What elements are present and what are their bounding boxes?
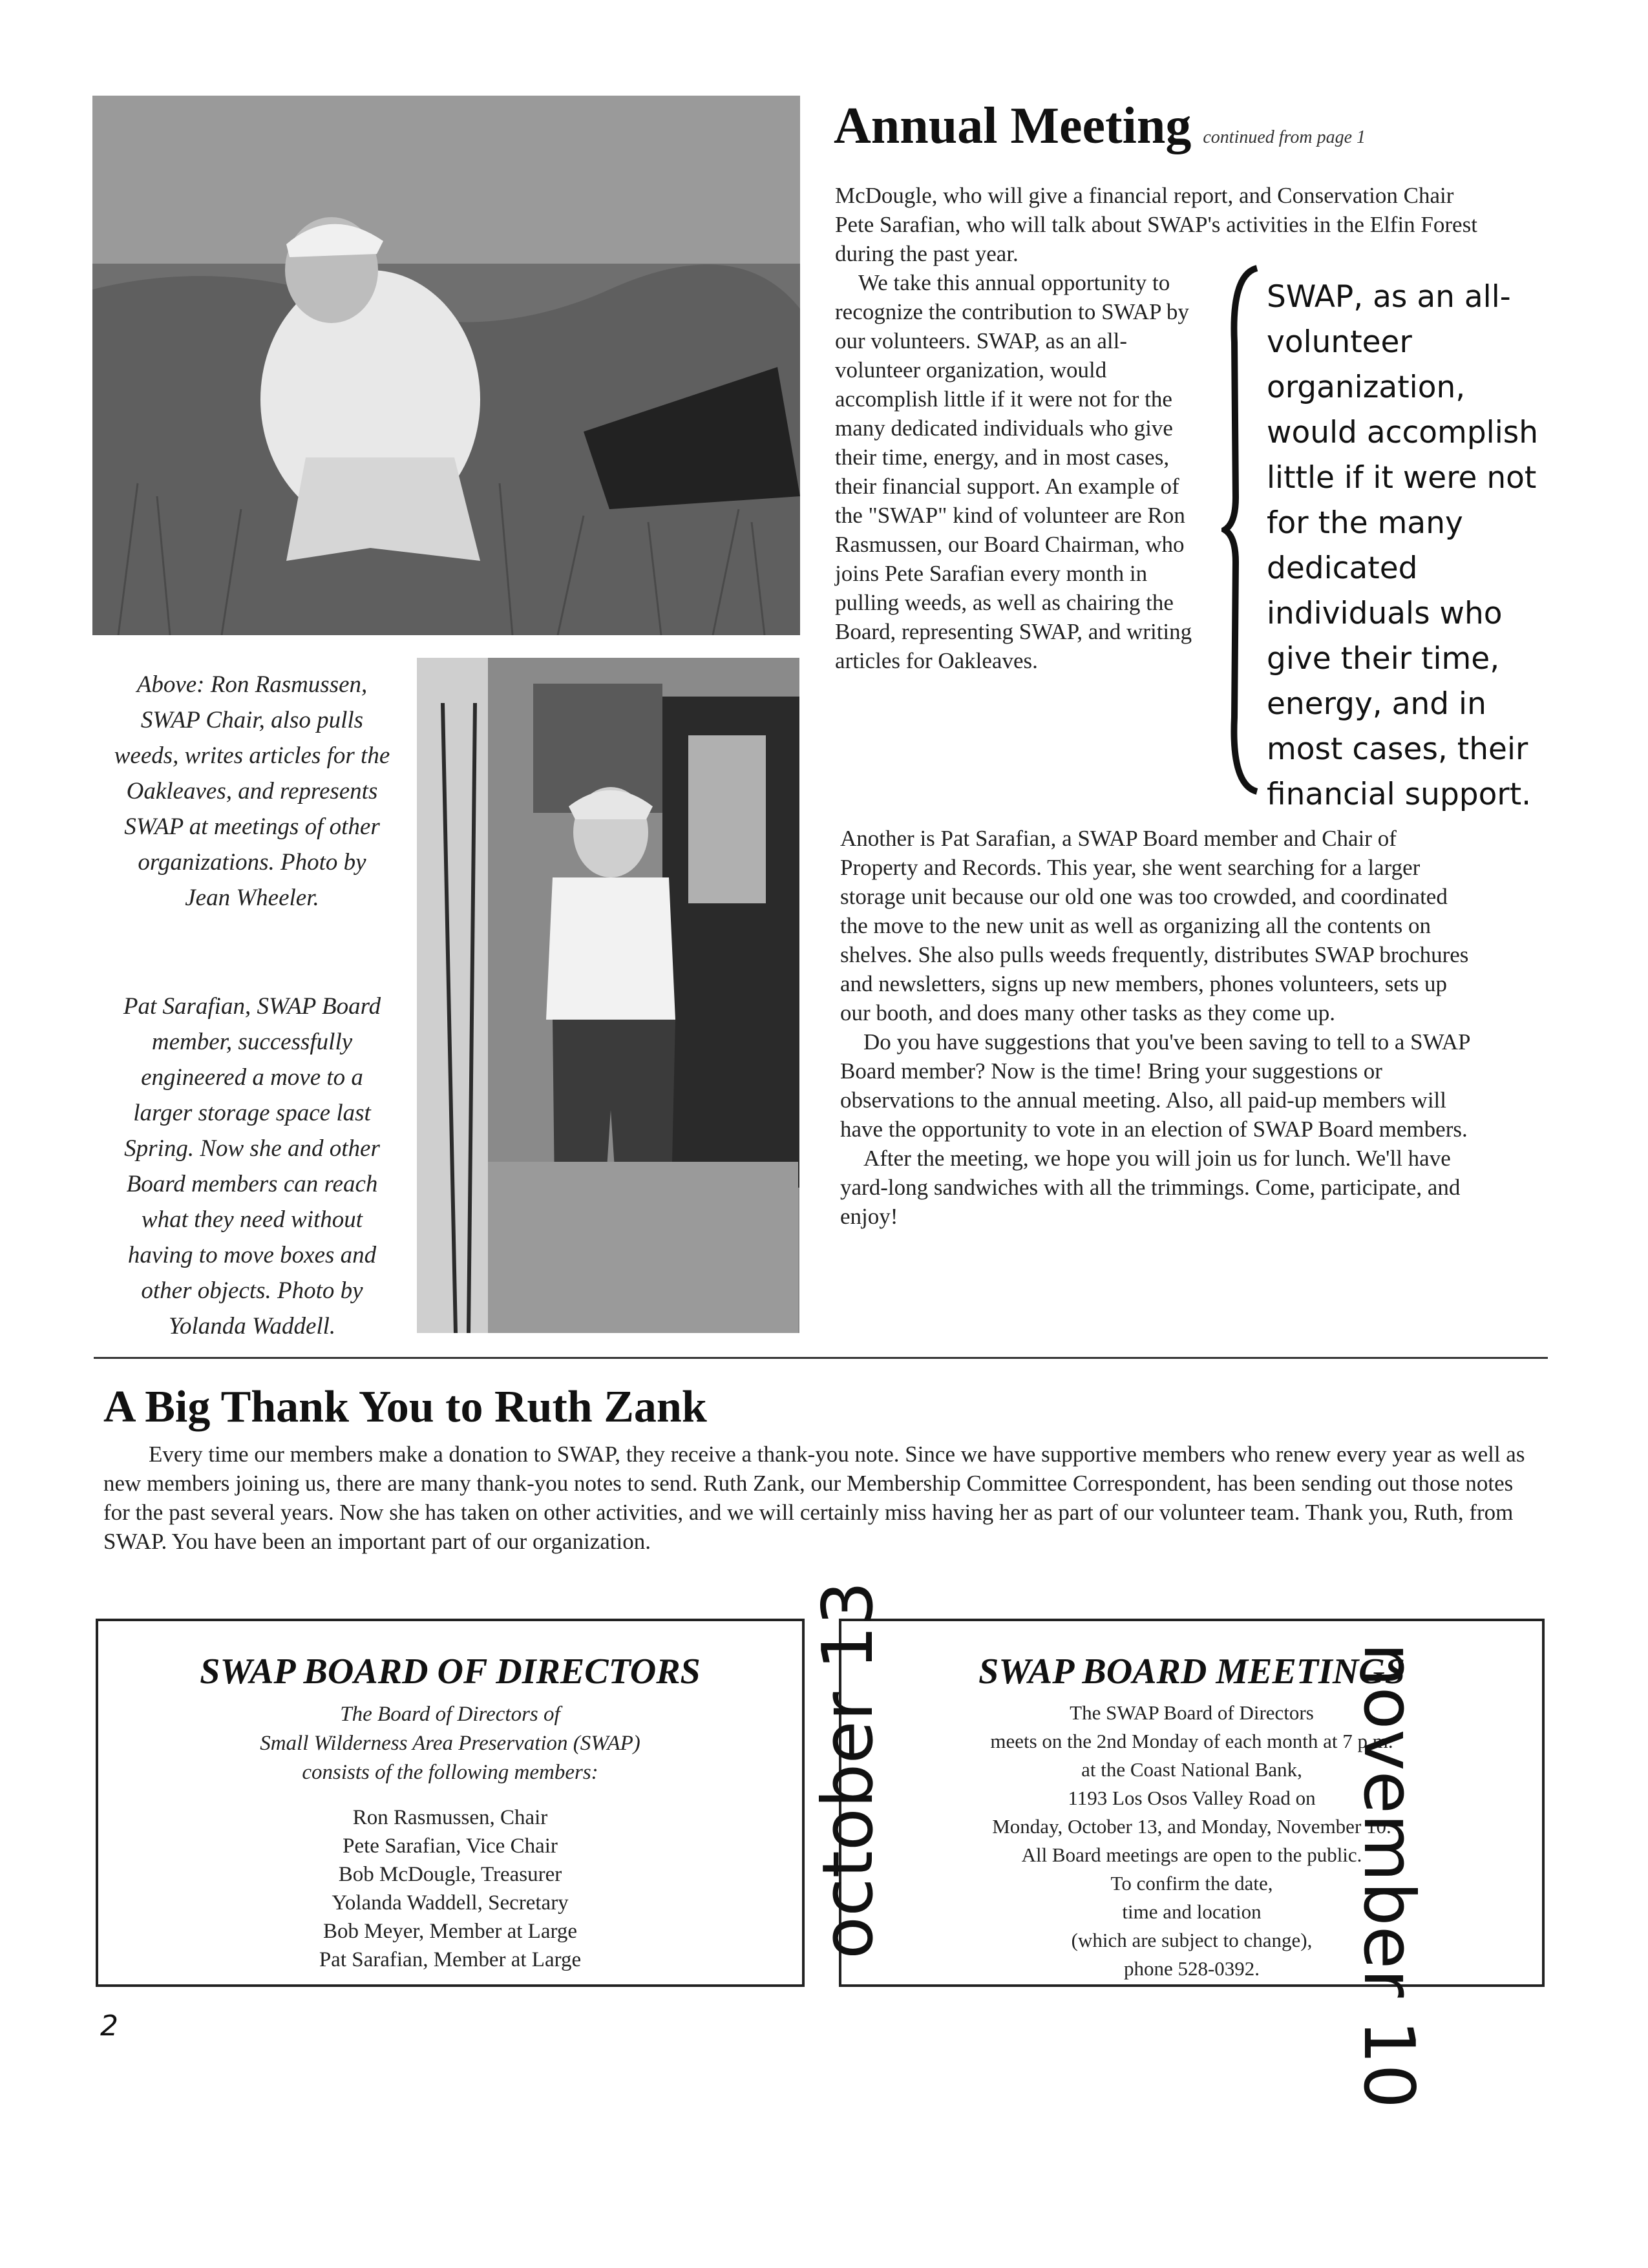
board-member: Pete Sarafian, Vice Chair: [343, 1834, 558, 1858]
meeting-paragraph-top: McDougle, who will give a financial report, and Conservation Chair Pete Sarafian, who will talk about SWAP's activities in the Elfin Forest during the past year.: [835, 183, 1477, 266]
meeting-date-november: november 10: [1348, 1643, 1429, 2109]
caption-photo-1: Above: Ron Rasmussen, SWAP Chair, also pulls weeds, writes articles for the Oakleaves, and represents SWAP at meetings of other organizations. Photo by Jean Wheeler.: [114, 671, 390, 911]
board-members-list: [98, 1803, 802, 1974]
board-directors-intro: [98, 1700, 802, 1787]
pull-quote: SWAP, as an all-volunteer organization, would accomplish little if it were not for the many dedicated individuals who give their time, energy, and in most cases, their financial support.: [1267, 279, 1539, 812]
board-meetings-box: [839, 1619, 1545, 2109]
annual-meeting-title: [834, 97, 1366, 167]
photo-pat-sarafian: [417, 658, 799, 1333]
page-number: 2: [100, 2010, 118, 2042]
board-directors-title: SWAP BOARD OF DIRECTORS: [200, 1652, 701, 1692]
board-member: Bob Meyer, Member at Large: [322, 1920, 578, 1943]
continued-note: continued from page 1: [1203, 127, 1366, 147]
caption-photo-2: Pat Sarafian, SWAP Board member, successfully engineered a move to a larger storage space last Spring. Now she and other Board members can reach what they need without having to move boxes and other objects. Photo by Yolanda Waddell.: [123, 993, 381, 1339]
annual-meeting-title-text: Annual Meeting: [834, 98, 1192, 154]
meeting-paragraph-narrow: We take this annual opportunity to recognize the contribution to SWAP by our volunteers. SWAP, as an all-volunteer organization, would accomplish little if it were not for the many dedicated individuals who give their time, energy, and in most cases, their financial support. An example of the "SWAP" kind of volunteer are Ron Rasmussen, our Board Chairman, who joins Pete Sarafian every month in pulling weeds, as well as chairing the Board, representing SWAP, and writing articles for Oakleaves.: [835, 270, 1192, 673]
meetings-line: time and location: [1122, 1900, 1262, 1923]
meetings-line: The SWAP Board of Directors: [1070, 1701, 1314, 1724]
meetings-line: at the Coast National Bank,: [1081, 1758, 1302, 1781]
section-divider: [94, 1357, 1548, 1359]
board-directors-intro-line: consists of the following members:: [302, 1761, 598, 1784]
photo-ron-rasmussen: [92, 96, 800, 635]
board-directors-intro-line: Small Wilderness Area Preservation (SWAP): [260, 1732, 640, 1755]
board-directors-box: [96, 1619, 805, 1987]
meetings-line: 1193 Los Osos Valley Road on: [1068, 1787, 1316, 1809]
meetings-line: All Board meetings are open to the public.: [1021, 1843, 1362, 1866]
photo-ron-image: [92, 96, 800, 635]
photo-pat-image: [417, 658, 799, 1333]
thanks-title: A Big Thank You to Ruth Zank: [103, 1382, 707, 1432]
pull-quote-brace: [1221, 265, 1260, 795]
meeting-paragraph-wide-2: Do you have suggestions that you've been saving to tell to a SWAP Board member? Now is the time! Bring your suggestions or observations to the annual meeting. Also, all paid-up members will have the opportunity to vote in an election of SWAP Board members.: [840, 1029, 1470, 1142]
board-meetings-title: SWAP BOARD MEETINGS: [978, 1652, 1405, 1692]
meeting-paragraph-wide-3: After the meeting, we hope you will join us for lunch. We'll have yard-long sandwiches with all the trimmings. Come, participate, and enjoy!: [840, 1146, 1461, 1229]
board-member: Yolanda Waddell, Secretary: [332, 1891, 569, 1915]
meetings-line: Monday, October 13, and Monday, November 10.: [992, 1815, 1391, 1838]
meetings-line: To confirm the date,: [1110, 1872, 1273, 1895]
board-member: Ron Rasmussen, Chair: [352, 1806, 548, 1829]
meetings-line: phone 528-0392.: [1123, 1957, 1260, 1980]
meeting-wide-column: [840, 824, 1480, 1231]
board-directors-intro-line: The Board of Directors of: [340, 1703, 560, 1726]
thanks-body: Every time our members make a donation to SWAP, they receive a thank-you note. Since we have supportive members who renew every year as well as new members joining us, there are many thank-you notes to send. Ruth Zank, our Membership Committee Correspondent, has been sending out those notes for the past several years. Now she has taken on other activities, and we will certainly miss having her as part of our volunteer team. Thank you, Ruth, from SWAP. You have been an important part of our organization.: [103, 1442, 1525, 1554]
meeting-paragraph-wide-1: Another is Pat Sarafian, a SWAP Board member and Chair of Property and Records. This year, she went searching for a larger storage unit because our old one was too crowded, and coordinated the move to the new unit as well as organizing all the contents on shelves. She also pulls weeds frequently, distributes SWAP brochures and newsletters, signs up new members, phones volunteers, sets up our booth, and does many other tasks as they come up.: [840, 826, 1469, 1025]
meetings-line: meets on the 2nd Monday of each month at 7 p.m.: [990, 1730, 1393, 1752]
meetings-line: (which are subject to change),: [1071, 1929, 1313, 1951]
board-member: Bob McDougle, Treasurer: [338, 1863, 562, 1886]
meeting-date-october: october 13: [808, 1580, 889, 1959]
board-member: Pat Sarafian, Member at Large: [319, 1948, 582, 1971]
